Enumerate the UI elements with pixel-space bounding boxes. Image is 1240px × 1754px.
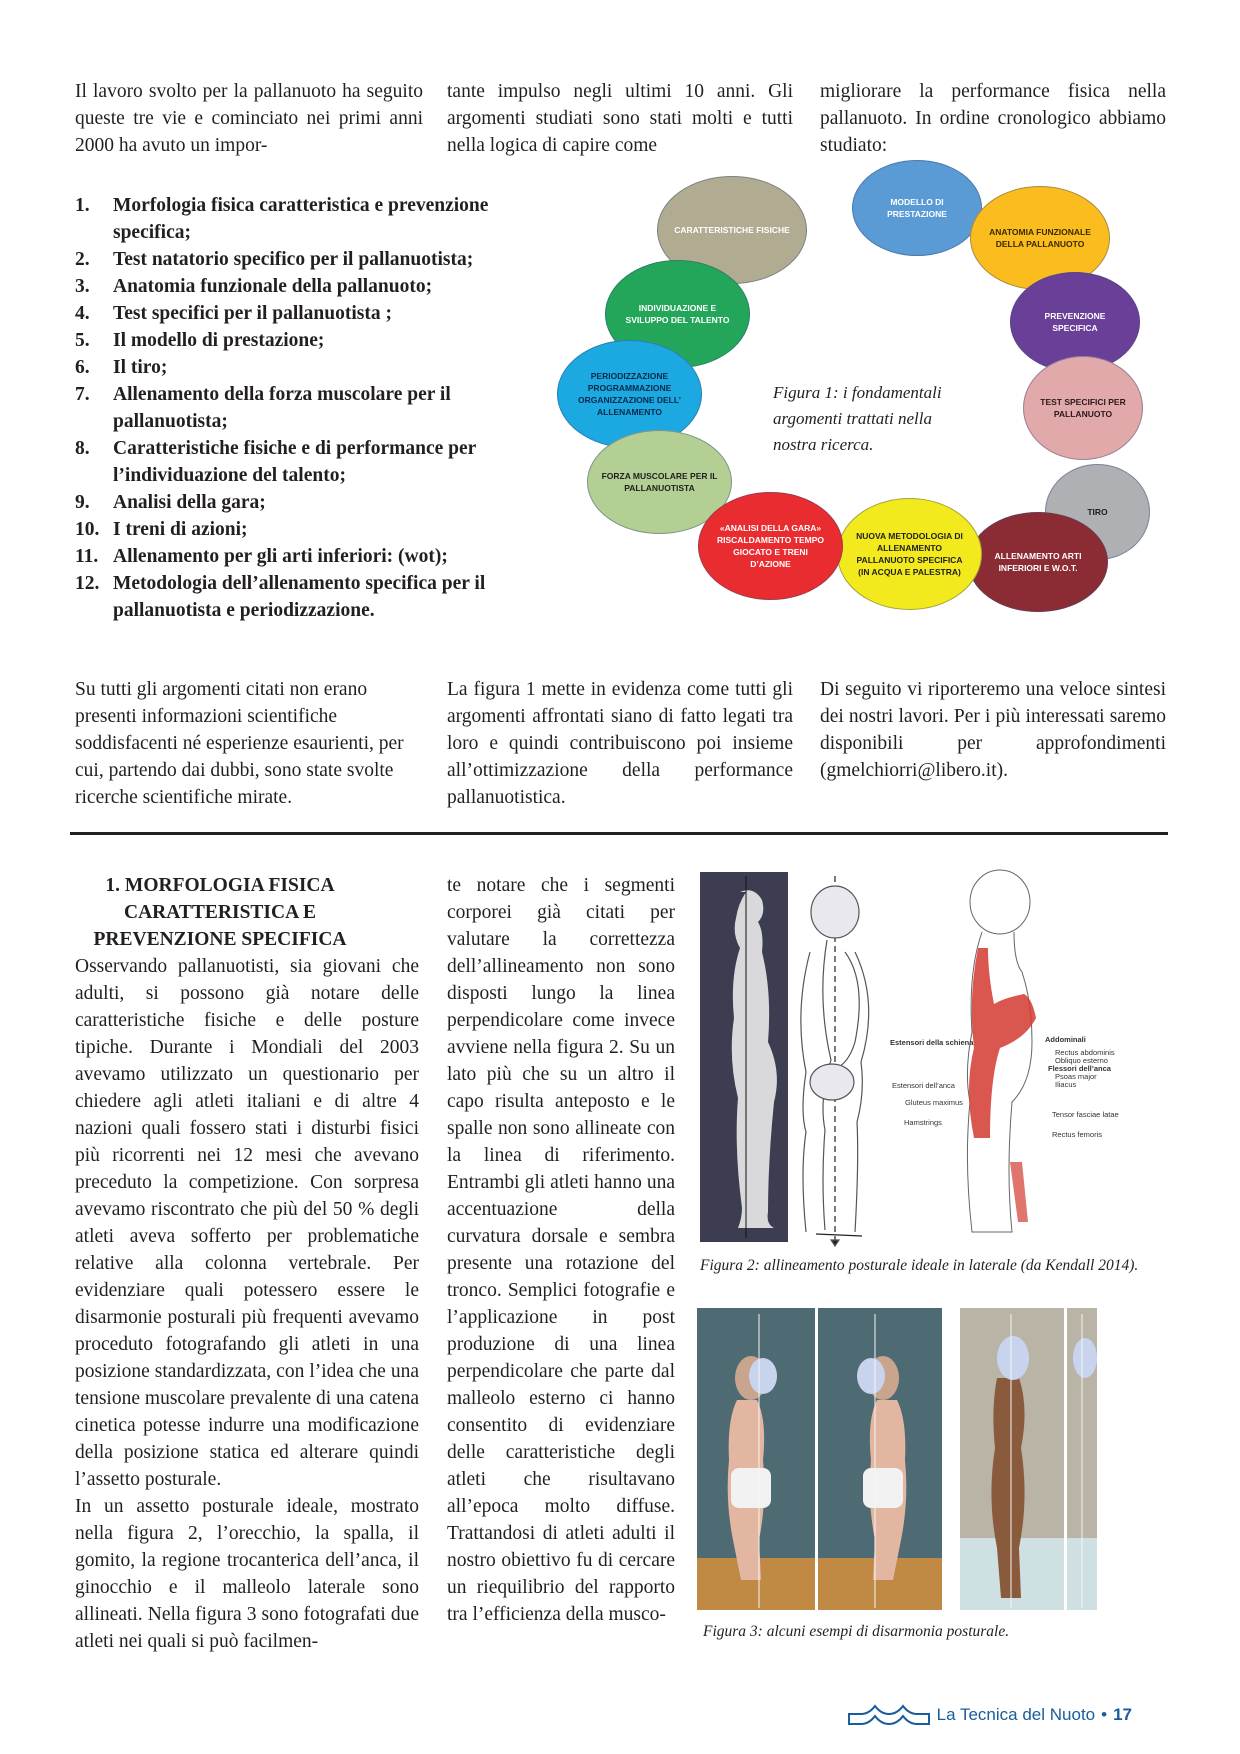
summary-text-2: La figura 1 mette in evidenza come tutti gli argomenti affrontati siano di fatto legati tra loro e quindi contribuiscono poi insieme all’ottimizzazione della performance pallanuotistica. (447, 679, 793, 808)
topic-item (75, 246, 545, 273)
topic-text: Anatomia funzionale della pallanuoto; (113, 276, 433, 297)
label-back-extensors: Estensori della schiena (890, 1038, 974, 1047)
label-hip-flexors: Flessori dell’anca (1048, 1064, 1111, 1073)
section-1-paragraph-3: te notare che i segmenti corporei già citati per valutare la correttezza dell’allineamento non sono disposti lungo la linea perpendicolare come invece avviene nella figura 2. Su un lato più che su un altro il capo risulta anteposto e le spalle non sono allineate con la linea di riferimento. Entrambi gli atleti hanno una accentuazione della curvatura dorsale e sembra presente una rotazione del tronco. Semplici fotografie e l’applicazione in post produzione di una linea perpendicolare che parte dal malleolo esterno ci hanno consentito di evidenziare delle caratteristiche degli atleti che risultavano all’epoca molto diffuse. Trattandosi di atleti adulti il nostro obiettivo fu di cercare un riequilibrio del rapporto tra l’efficienza della musco- (447, 875, 675, 1625)
topic-text: Morfologia fisica caratteristica e prevenzione specifica; (113, 195, 489, 243)
topic-item (75, 354, 545, 381)
intro-text-2: tante impulso negli ultimi 10 anni. Gli argomenti studiati sono stati molti e tutti nella logica di capire come (447, 81, 793, 156)
topic-item (75, 516, 545, 543)
label-abdominals: Addominali (1045, 1035, 1086, 1044)
page-number: 17 (1113, 1705, 1132, 1724)
figure-2-caption: Figura 2: allineamento posturale ideale in laterale (da Kendall 2014). (700, 1257, 1139, 1274)
topic-text: Caratteristiche fisiche e di performance per l’individuazione del talento; (113, 438, 476, 486)
section-1-col-1 (75, 953, 419, 1655)
topic-bubble: NUOVA METODOLOGIA DI ALLENAMENTO PALLANUOTO SPECIFICA (IN ACQUA E PALESTRA) (837, 498, 982, 610)
topic-text: Il modello di prestazione; (113, 330, 325, 351)
topic-text: Test specifici per il pallanuotista ; (113, 303, 392, 324)
topic-text: Analisi della gara; (113, 492, 266, 513)
intro-col-2 (447, 78, 793, 159)
figure-3-caption: Figura 3: alcuni esempi di disarmonia posturale. (703, 1623, 1010, 1640)
label-psoas: Psoas major (1055, 1072, 1097, 1081)
topic-item (75, 489, 545, 516)
topic-bubble: FORZA MUSCOLARE PER IL PALLANUOTISTA (587, 430, 732, 534)
label-gluteus: Gluteus maximus (905, 1098, 963, 1107)
label-hamstrings: Hamstrings (904, 1118, 942, 1127)
section-1-paragraph-2: In un assetto posturale ideale, mostrato nella figura 2, l’orecchio, la spalla, il gomito, la regione trocanterica dell’anca, il ginocchio e il malleolo laterale sono allineati. Nella figura 3 sono fotografati due atleti nei quali si può facilmen- (75, 1496, 419, 1652)
section-divider (70, 832, 1168, 835)
summary-col-2 (447, 676, 793, 811)
topic-number: 9. (75, 492, 90, 513)
summary-col-1 (75, 676, 423, 811)
topic-bubble: CARATTERISTICHE FISICHE (657, 176, 807, 284)
topic-text: Allenamento della forza muscolare per il pallanuotista; (113, 384, 451, 432)
topic-text: Metodologia dell’allenamento specifica per il pallanuotista e periodizzazione. (113, 573, 486, 621)
label-rectus-abdominis: Rectus abdominis (1055, 1048, 1115, 1057)
topic-number: 8. (75, 438, 90, 459)
label-obliquus: Obliquo esterno (1055, 1056, 1108, 1065)
intro-text-3: migliorare la performance fisica nella pallanuoto. In ordine cronologico abbiamo studiato: (820, 81, 1166, 156)
posture-photo (700, 872, 788, 1242)
topic-number: 10. (75, 519, 100, 540)
footer-separator: • (1101, 1705, 1108, 1724)
athlete-2-photos (960, 1308, 1097, 1610)
muscle-drawing (967, 870, 1036, 1232)
figure-3-photos (697, 1308, 1097, 1610)
topics-list (75, 192, 545, 624)
topic-bubble: MODELLO DI PRESTAZIONE (852, 160, 982, 256)
topic-number: 7. (75, 384, 90, 405)
topic-bubble: PREVENZIONE SPECIFICA (1010, 272, 1140, 372)
label-rectus-femoris: Rectus femoris (1052, 1130, 1103, 1139)
topic-number: 6. (75, 357, 90, 378)
topic-item (75, 543, 545, 570)
topic-item (75, 435, 545, 489)
page-footer (847, 1704, 1132, 1726)
athlete-1-photos (697, 1308, 942, 1610)
topic-item (75, 192, 545, 246)
waves-logo-icon (847, 1704, 931, 1726)
topic-bubble: INDIVIDUAZIONE E SVILUPPO DEL TALENTO (605, 260, 750, 368)
figure-2-svg (700, 862, 1119, 1252)
topic-bubble: TEST SPECIFICI PER PALLANUOTO (1023, 356, 1143, 460)
topic-number: 2. (75, 249, 90, 270)
label-iliacus: Iliacus (1055, 1080, 1077, 1089)
summary-text-1: Su tutti gli argomenti citati non erano presenti informazioni scientifiche soddisfacenti né esperienze esaurienti, per cui, partendo dai dubbi, sono state svolte ricerche scientifiche mirate. (75, 679, 404, 808)
topic-bubble: ANATOMIA FUNZIONALE DELLA PALLANUOTO (970, 186, 1110, 290)
topic-item (75, 381, 545, 435)
summary-text-3: Di seguito vi riporteremo una veloce sintesi dei nostri lavori. Per i più interessati saremo disponibili per approfondimenti (gmelchiorri@libero.it). (820, 679, 1166, 781)
magazine-name: La Tecnica del Nuoto (936, 1705, 1096, 1724)
topic-number: 12. (75, 573, 100, 594)
figure-2-illustrations (700, 862, 1119, 1252)
topic-item (75, 570, 545, 624)
topic-number: 11. (75, 546, 99, 567)
figure-3-svg (697, 1308, 1097, 1610)
topic-bubble: ALLENAMENTO ARTI INFERIORI E W.O.T. (968, 512, 1108, 612)
section-1-paragraph-1: Osservando pallanuotisti, sia giovani che adulti, si possono già notare delle caratteristiche fisiche e delle posture tipiche. Durante i Mondiali del 2003 avevamo utilizzato un questionario per chiedere agli atleti italiani e di altre 4 nazioni quali fossero stati i disturbi fisici più ricorrenti nei 12 mesi che avevano preceduto la competizione. Con sorpresa avevamo riscontrato che più del 50 % degli atleti aveva sofferto per problematiche relative alla colonna vertebrale. Per evidenziare quali potessero essere le disarmonie posturali più frequenti avevamo proceduto fotografando gli atleti in una posizione standardizzata, con l’idea che una tensione muscolare prevalente di una catena cinetica potesse indurre una modificazione della posizione statica ed alterare quindi l’assetto posturale. (75, 956, 419, 1490)
topic-bubble: PERIODIZZAZIONE PROGRAMMAZIONE ORGANIZZAZIONE DELL’ ALLENAMENTO (557, 340, 702, 448)
muscle-labels (890, 1035, 1119, 1139)
figure-1-caption: Figura 1: i fondamentali argomenti trattati nella nostra ricerca. (773, 383, 942, 454)
topic-item (75, 273, 545, 300)
topic-text: Allenamento per gli arti inferiori: (wot); (113, 546, 448, 567)
topic-number: 4. (75, 303, 90, 324)
label-tensor: Tensor fasciae latae (1052, 1110, 1119, 1119)
skeleton-drawing (801, 876, 869, 1246)
section-1-col-2 (447, 872, 675, 1628)
topic-number: 1. (75, 195, 90, 216)
topic-item (75, 300, 545, 327)
intro-col-1 (75, 78, 423, 159)
section-1-title: 1. MORFOLOGIA FISICA CARATTERISTICA E PREVENZIONE SPECIFICA (93, 875, 347, 950)
topic-number: 5. (75, 330, 90, 351)
label-hip-extensors: Estensori dell’anca (892, 1081, 955, 1090)
topic-text: Test natatorio specifico per il pallanuotista; (113, 249, 474, 270)
intro-text-1: Il lavoro svolto per la pallanuoto ha seguito queste tre vie e cominciato nei primi anni 2000 ha avuto un impor- (75, 81, 423, 156)
intro-col-3 (820, 78, 1166, 159)
topic-number: 3. (75, 276, 90, 297)
topic-text: I treni di azioni; (113, 519, 248, 540)
topic-bubble: «ANALISI DELLA GARA» RISCALDAMENTO TEMPO GIOCATO E TRENI D’AZIONE (698, 492, 843, 600)
topic-text: Il tiro; (113, 357, 168, 378)
summary-col-3 (820, 676, 1166, 784)
topic-bubble: TIRO (1045, 464, 1150, 560)
topic-item (75, 327, 545, 354)
